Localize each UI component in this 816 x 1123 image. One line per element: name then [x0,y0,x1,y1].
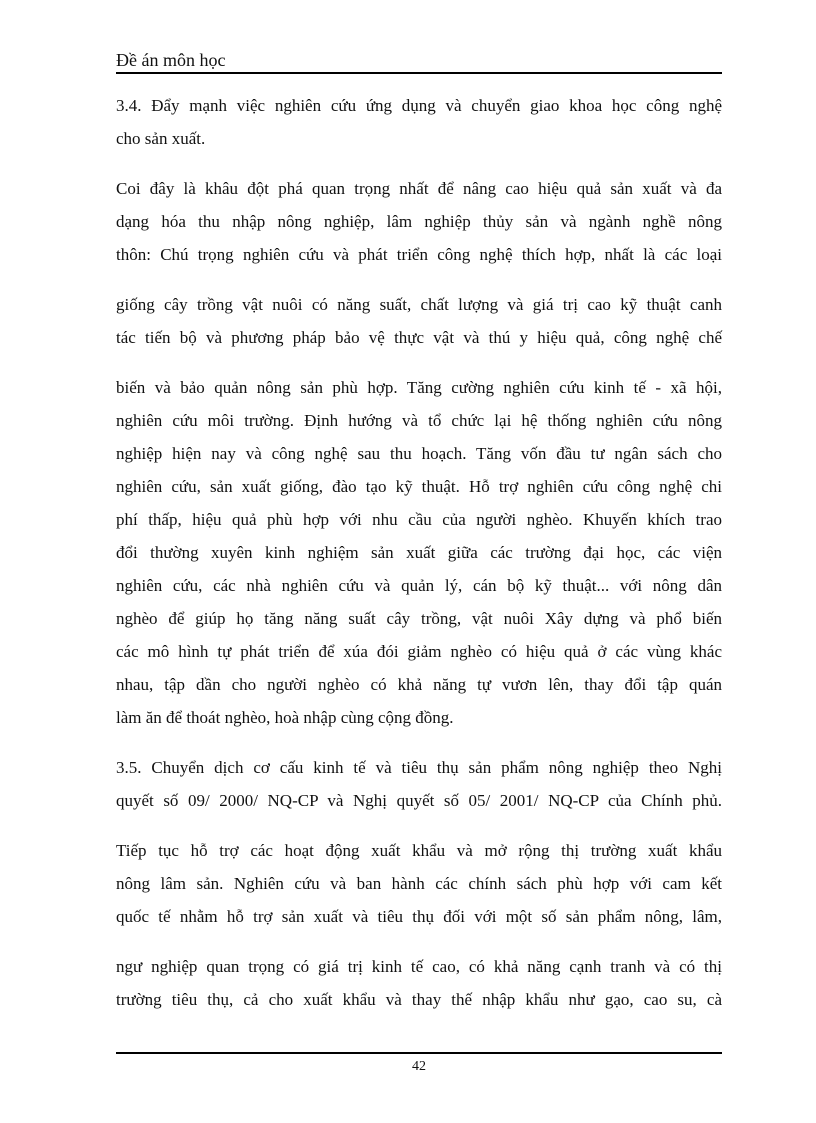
paragraph-line: đổi thường xuyên kinh nghiệm sản xuất giữa các trường đại học, các viện [116,543,722,562]
section-3-4-heading-line-2: cho sản xuất. [116,129,206,148]
paragraph-line: Coi đây là khâu đột phá quan trọng nhất để nâng cao hiệu quả sản xuất và đa [116,179,722,198]
page-footer [116,1052,722,1074]
paragraph-line: nghiên cứu, các nhà nghiên cứu và quản lý, cán bộ kỹ thuật... với nông dân [116,576,722,595]
document-title: Đề án môn học [116,50,226,70]
paragraph-line: phí thấp, hiệu quả phù hợp với nhu cầu của người nghèo. Khuyến khích trao [116,510,722,529]
section-3-5-heading-line-1: 3.5. Chuyển dịch cơ cấu kinh tế và tiêu thụ sản phẩm nông nghiệp theo Nghị [116,758,722,777]
section-3-4-heading-line-1: 3.4. Đẩy mạnh việc nghiên cứu ứng dụng và chuyển giao khoa học công nghệ [116,96,722,115]
paragraph-line: biến và bảo quản nông sản phù hợp. Tăng cường nghiên cứu kinh tế - xã hội, [116,378,722,397]
paragraph-line: các mô hình tự phát triển để xúa đói giảm nghèo có hiệu quả ở các vùng khác [116,642,722,661]
paragraph-line: ngư nghiệp quan trọng có giá trị kinh tế cao, có khả năng cạnh tranh và có thị [116,957,722,976]
paragraph-line: làm ăn để thoát nghèo, hoà nhập cùng cộng đồng. [116,708,454,727]
page-header [116,48,722,74]
paragraph-line: tác tiến bộ và phương pháp bảo vệ thực vật và thú y hiệu quả, công nghệ chế [116,328,722,347]
paragraph-line: giống cây trồng vật nuôi có năng suất, chất lượng và giá trị cao kỹ thuật canh [116,295,722,314]
paragraph-line: nghiệp hiện nay và công nghệ sau thu hoạch. Tăng vốn đầu tư ngân sách cho [116,444,722,463]
paragraph-line: thôn: Chú trọng nghiên cứu và phát triển công nghệ thích hợp, nhất là các loại [116,245,722,264]
paragraph-line: nông lâm sản. Nghiên cứu và ban hành các chính sách phù hợp với cam kết [116,874,722,893]
paragraph-line: trường tiêu thụ, cả cho xuất khẩu và thay thế nhập khẩu như gạo, cao su, cà [116,990,722,1009]
paragraph-line: nghiên cứu, sản xuất giống, đào tạo kỹ thuật. Hỗ trợ nghiên cứu công nghệ chi [116,477,722,496]
paragraph-line: Tiếp tục hỗ trợ các hoạt động xuất khẩu và mở rộng thị trường xuất khẩu [116,841,722,860]
paragraph-line: nhau, tập dần cho người nghèo có khả năng tự vươn lên, thay đổi tập quán [116,675,722,694]
paragraph-line: nghiên cứu môi trường. Định hướng và tổ chức lại hệ thống nghiên cứu nông [116,411,722,430]
paragraph-line: quốc tế nhằm hỗ trợ sản xuất và tiêu thụ đối với một số sản phẩm nông, lâm, [116,907,722,926]
section-3-5-heading-line-2: quyết số 09/ 2000/ NQ-CP và Nghị quyết số 05/ 2001/ NQ-CP của Chính phủ. [116,791,722,810]
paragraph-line: dạng hóa thu nhập nông nghiệp, lâm nghiệp thủy sản và ngành nghề nông [116,212,722,231]
page-number: 42 [412,1059,426,1074]
paragraph-line: nghèo để giúp họ tăng năng suất cây trồng, vật nuôi Xây dựng và phổ biến [116,609,722,628]
